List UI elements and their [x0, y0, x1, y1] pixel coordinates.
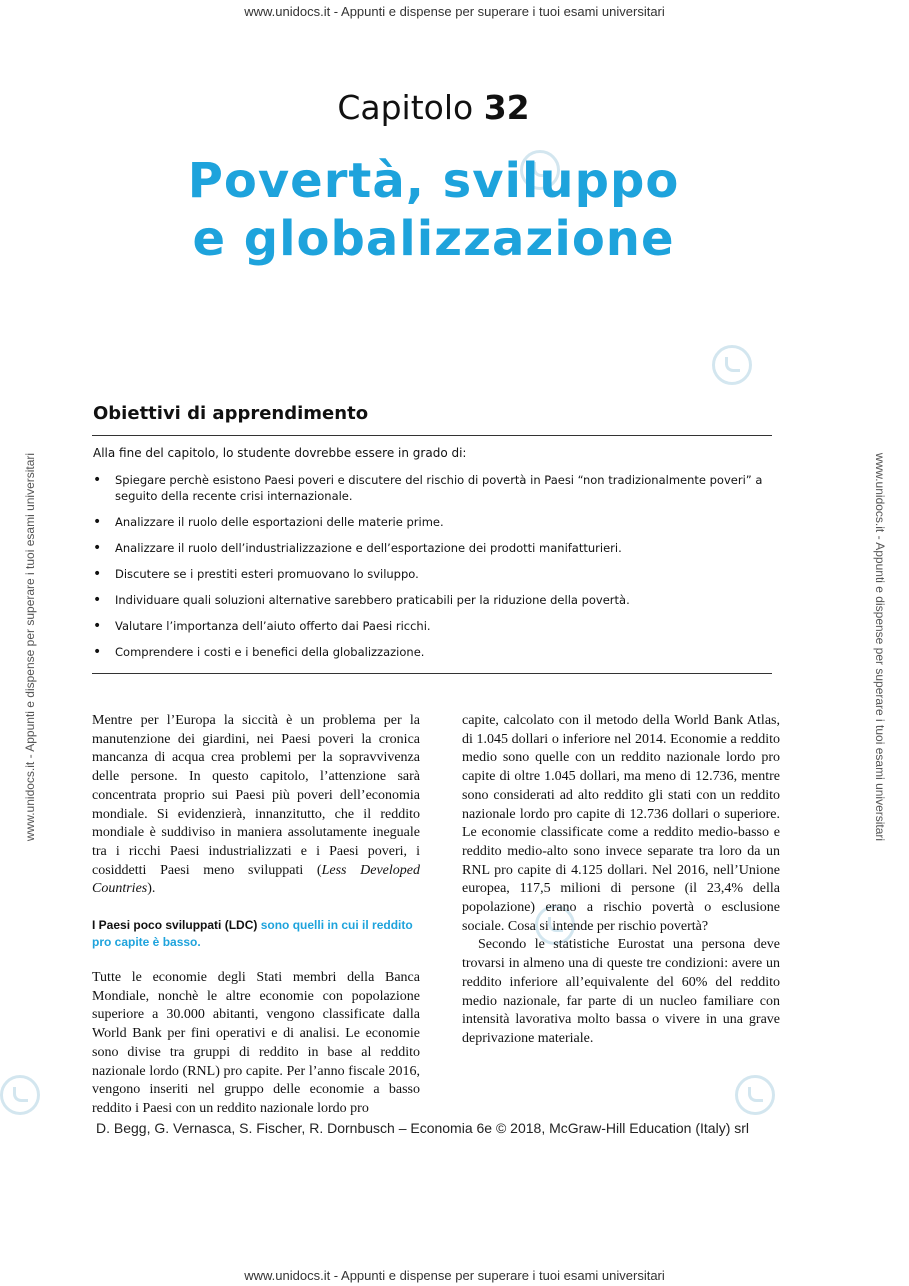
- definition-term: I Paesi poco sviluppati (LDC): [92, 918, 258, 933]
- body-column-right: [462, 712, 780, 1049]
- objectives-bottom-rule: [92, 673, 772, 674]
- objectives-list: [93, 472, 773, 670]
- objectives-intro: Alla fine del capitolo, lo studente dovrebbe essere in grado di:: [93, 446, 467, 460]
- chapter-title-line-2: e globalizzazione: [192, 211, 675, 267]
- definition-text: sono quelli in cui il reddito pro capite è basso.: [92, 918, 413, 950]
- objective-item: • Analizzare il ruolo dell’industrializzazione e dell’esportazione dei prodotti manifatturieri.: [93, 540, 773, 556]
- body-paragraph: Tutte le economie degli Stati membri della Banca Mondiale, nonchè le altre economie con popolazione superiore a 30.000 abitanti, vengono classificate dalla World Bank per fini operativi e di analisi. Le economie sono divise tra gruppi di reddito in base al reddito nazionale lordo (RNL) pro capite. Per l’anno fiscale 2016, vengono inseriti nel gruppo delle economie a basso reddito i Paesi con un reddito nazionale lordo pro: [92, 970, 420, 1116]
- objectives-top-rule: [92, 435, 772, 436]
- body-paragraph: capite, calcolato con il metodo della World Bank Atlas, di 1.045 dollari o inferiore nel 2014. Economie a reddito medio sono quelle con un reddito nazionale lordo pro capite di oltre 1.045 dollari, ma meno di 12.736, mentre sono considerati ad alto reddito gli stati con un reddito nazionale lordo pro capite di 12.736 dollari o superiore. Le economie classificate come a reddito medio-basso e reddito medio-alto sono invece separate tra loro da un RNL pro capite di 4.125 dollari. Nel 2016, nell’Unione europea, 117,5 milioni di persone (il 23,4% della popolazione) erano a rischio povertà o esclusione sociale. Cosa si intende per rischio povertà?: [462, 713, 780, 934]
- watermark-bottom-banner: www.unidocs.it - Appunti e dispense per superare i tuoi esami universitari: [244, 1268, 665, 1283]
- definition-callout: [92, 917, 420, 951]
- objective-item: • Discutere se i prestiti esteri promuovano lo sviluppo.: [93, 566, 773, 582]
- body-column-left: [92, 712, 420, 1119]
- watermark-logo-icon: [735, 1075, 775, 1115]
- watermark-logo-icon: [712, 345, 752, 385]
- chapter-number: 32: [483, 88, 530, 127]
- chapter-label: [0, 88, 867, 127]
- body-paragraph: Secondo le statistiche Eurostat una persona deve trovarsi in almeno una di queste tre condizioni: avere un reddito inferiore all’equivalente del 60% del reddito medio nazionale, far parte di un nucleo familiare con intensità lavorativa molto bassa o vivere in una grave deprivazione materiale.: [462, 937, 780, 1046]
- chapter-title: [0, 152, 867, 268]
- watermark-top-banner: www.unidocs.it - Appunti e dispense per superare i tuoi esami universitari: [244, 4, 665, 19]
- emphasis-term: Less Developed Countries: [92, 862, 420, 897]
- watermark-logo-icon: [0, 1075, 40, 1115]
- chapter-title-line-1: Povertà, sviluppo: [187, 153, 680, 209]
- objectives-heading: Obiettivi di apprendimento: [93, 403, 369, 424]
- watermark-right-banner: www.unidocs.it - Appunti e dispense per superare i tuoi esami universitari: [873, 452, 887, 842]
- body-paragraph: Mentre per l’Europa la siccità è un problema per la manutenzione dei giardini, nei Paesi poveri la cronica mancanza di acqua crea problemi per la sopravvivenza delle persone. In questo capitolo, l’attenzione sarà concentrata proprio sui Paesi più poveri dell’economia mondiale. Si evidenzierà, innanzitutto, che il reddito mondiale è suddiviso in maniera assolutamente ineguale tra i ricchi Paesi industrializzati e i Paesi poveri, i cosiddetti Paesi meno sviluppati (Less Developed Countries).: [92, 713, 420, 897]
- objective-item: • Comprendere i costi e i benefici della globalizzazione.: [93, 644, 773, 660]
- chapter-word: Capitolo: [337, 88, 474, 127]
- page-footer-citation: D. Begg, G. Vernasca, S. Fischer, R. Dornbusch – Economia 6e © 2018, McGraw-Hill Education (Italy) srl: [96, 1120, 750, 1136]
- objective-item: • Individuare quali soluzioni alternative sarebbero praticabili per la riduzione della povertà.: [93, 592, 773, 608]
- objective-item: • Spiegare perchè esistono Paesi poveri e discutere del rischio di povertà in Paesi “non tradizionalmente poveri” a seguito della recente crisi internazionale.: [93, 472, 773, 504]
- objective-item: • Analizzare il ruolo delle esportazioni delle materie prime.: [93, 514, 773, 530]
- objective-item: • Valutare l’importanza dell’aiuto offerto dai Paesi ricchi.: [93, 618, 773, 634]
- watermark-left-banner: www.unidocs.it - Appunti e dispense per superare i tuoi esami universitari: [23, 452, 37, 842]
